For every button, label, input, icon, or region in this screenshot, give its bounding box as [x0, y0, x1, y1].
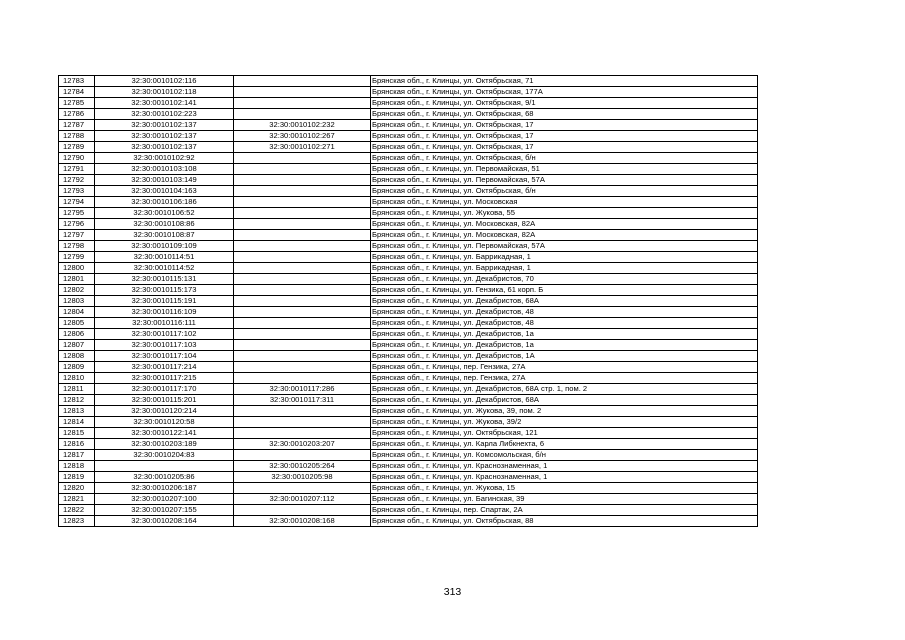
address-cell: Брянская обл., г. Клинцы, ул. Октябрьская, б/н — [371, 186, 758, 197]
related-cadastral-number-cell — [234, 219, 371, 230]
cadastral-number-cell — [95, 461, 234, 472]
cadastral-number-cell: 32:30:0010102:223 — [95, 109, 234, 120]
address-cell: Брянская обл., г. Клинцы, ул. Первомайская, 57А — [371, 175, 758, 186]
cadastral-number-cell: 32:30:0010114:51 — [95, 252, 234, 263]
row-number-cell: 12796 — [59, 219, 95, 230]
table-row — [59, 98, 758, 109]
row-number-cell: 12813 — [59, 406, 95, 417]
address-cell: Брянская обл., г. Клинцы, пер. Гензика, 27А — [371, 373, 758, 384]
cadastral-number-cell: 32:30:0010102:137 — [95, 131, 234, 142]
row-number-cell: 12800 — [59, 263, 95, 274]
table-row — [59, 505, 758, 516]
table-row — [59, 395, 758, 406]
address-cell: Брянская обл., г. Клинцы, ул. Октябрьская, 17 — [371, 142, 758, 153]
cadastral-number-cell: 32:30:0010109:109 — [95, 241, 234, 252]
table-row — [59, 164, 758, 175]
table-row — [59, 406, 758, 417]
row-number-cell: 12801 — [59, 274, 95, 285]
related-cadastral-number-cell — [234, 230, 371, 241]
row-number-cell: 12789 — [59, 142, 95, 153]
row-number-cell: 12805 — [59, 318, 95, 329]
address-cell: Брянская обл., г. Клинцы, ул. Декабристов, 68А стр. 1, пом. 2 — [371, 384, 758, 395]
address-cell: Брянская обл., г. Клинцы, ул. Жукова, 15 — [371, 483, 758, 494]
related-cadastral-number-cell: 32:30:0010205:264 — [234, 461, 371, 472]
row-number-cell: 12793 — [59, 186, 95, 197]
table-row — [59, 494, 758, 505]
row-number-cell: 12815 — [59, 428, 95, 439]
related-cadastral-number-cell — [234, 241, 371, 252]
related-cadastral-number-cell: 32:30:0010102:267 — [234, 131, 371, 142]
row-number-cell: 12817 — [59, 450, 95, 461]
address-cell: Брянская обл., г. Клинцы, ул. Карла Либкнехта, 6 — [371, 439, 758, 450]
table-row — [59, 76, 758, 87]
cadastral-number-cell: 32:30:0010115:191 — [95, 296, 234, 307]
address-cell: Брянская обл., г. Клинцы, ул. Декабристов, 1а — [371, 329, 758, 340]
cadastral-number-cell: 32:30:0010208:164 — [95, 516, 234, 527]
cadastral-number-cell: 32:30:0010120:214 — [95, 406, 234, 417]
row-number-cell: 12795 — [59, 208, 95, 219]
related-cadastral-number-cell — [234, 428, 371, 439]
cadastral-number-cell: 32:30:0010102:137 — [95, 120, 234, 131]
registry-table-body — [59, 76, 758, 527]
cadastral-number-cell: 32:30:0010103:149 — [95, 175, 234, 186]
page-number: 313 — [443, 586, 462, 598]
cadastral-number-cell: 32:30:0010205:86 — [95, 472, 234, 483]
row-number-cell: 12788 — [59, 131, 95, 142]
row-number-cell: 12810 — [59, 373, 95, 384]
row-number-cell: 12823 — [59, 516, 95, 527]
address-cell: Брянская обл., г. Клинцы, ул. Краснознаменная, 1 — [371, 472, 758, 483]
row-number-cell: 12822 — [59, 505, 95, 516]
address-cell: Брянская обл., г. Клинцы, ул. Жукова, 39/2 — [371, 417, 758, 428]
table-row — [59, 252, 758, 263]
table-row — [59, 208, 758, 219]
cadastral-number-cell: 32:30:0010103:108 — [95, 164, 234, 175]
related-cadastral-number-cell — [234, 329, 371, 340]
table-row — [59, 384, 758, 395]
address-cell: Брянская обл., г. Клинцы, ул. Октябрьская, б/н — [371, 153, 758, 164]
table-row — [59, 263, 758, 274]
cadastral-number-cell: 32:30:0010207:155 — [95, 505, 234, 516]
cadastral-number-cell: 32:30:0010204:83 — [95, 450, 234, 461]
related-cadastral-number-cell — [234, 175, 371, 186]
row-number-cell: 12797 — [59, 230, 95, 241]
address-cell: Брянская обл., г. Клинцы, ул. Декабристов, 70 — [371, 274, 758, 285]
table-row — [59, 307, 758, 318]
cadastral-number-cell: 32:30:0010116:109 — [95, 307, 234, 318]
row-number-cell: 12806 — [59, 329, 95, 340]
related-cadastral-number-cell — [234, 186, 371, 197]
cadastral-number-cell: 32:30:0010120:58 — [95, 417, 234, 428]
cadastral-number-cell: 32:30:0010117:104 — [95, 351, 234, 362]
address-cell: Брянская обл., г. Клинцы, ул. Декабристов, 68А — [371, 395, 758, 406]
table-row — [59, 340, 758, 351]
related-cadastral-number-cell — [234, 109, 371, 120]
address-cell: Брянская обл., г. Клинцы, ул. Декабристов, 68А — [371, 296, 758, 307]
row-number-cell: 12787 — [59, 120, 95, 131]
address-cell: Брянская обл., г. Клинцы, ул. Жукова, 55 — [371, 208, 758, 219]
related-cadastral-number-cell — [234, 164, 371, 175]
related-cadastral-number-cell — [234, 406, 371, 417]
table-row — [59, 87, 758, 98]
cadastral-number-cell: 32:30:0010108:87 — [95, 230, 234, 241]
related-cadastral-number-cell — [234, 340, 371, 351]
related-cadastral-number-cell — [234, 76, 371, 87]
cadastral-number-cell: 32:30:0010106:186 — [95, 197, 234, 208]
table-row — [59, 516, 758, 527]
table-row — [59, 450, 758, 461]
table-row — [59, 296, 758, 307]
address-cell: Брянская обл., г. Клинцы, ул. Октябрьская, 17 — [371, 131, 758, 142]
table-row — [59, 241, 758, 252]
address-cell: Брянская обл., г. Клинцы, ул. Октябрьская, 68 — [371, 109, 758, 120]
cadastral-number-cell: 32:30:0010117:170 — [95, 384, 234, 395]
table-row — [59, 461, 758, 472]
cadastral-number-cell: 32:30:0010102:118 — [95, 87, 234, 98]
cadastral-number-cell: 32:30:0010115:131 — [95, 274, 234, 285]
row-number-cell: 12794 — [59, 197, 95, 208]
related-cadastral-number-cell — [234, 483, 371, 494]
row-number-cell: 12821 — [59, 494, 95, 505]
address-cell: Брянская обл., г. Клинцы, ул. Баррикадная, 1 — [371, 252, 758, 263]
address-cell: Брянская обл., г. Клинцы, ул. Декабристов, 1а — [371, 340, 758, 351]
row-number-cell: 12816 — [59, 439, 95, 450]
address-cell: Брянская обл., г. Клинцы, ул. Жукова, 39, пом. 2 — [371, 406, 758, 417]
address-cell: Брянская обл., г. Клинцы, ул. Комсомольская, б/н — [371, 450, 758, 461]
address-cell: Брянская обл., г. Клинцы, ул. Краснознаменная, 1 — [371, 461, 758, 472]
related-cadastral-number-cell — [234, 505, 371, 516]
cadastral-number-cell: 32:30:0010117:214 — [95, 362, 234, 373]
table-row — [59, 472, 758, 483]
row-number-cell: 12783 — [59, 76, 95, 87]
row-number-cell: 12818 — [59, 461, 95, 472]
table-row — [59, 219, 758, 230]
table-row — [59, 109, 758, 120]
address-cell: Брянская обл., г. Клинцы, ул. Октябрьская, 177А — [371, 87, 758, 98]
related-cadastral-number-cell — [234, 450, 371, 461]
row-number-cell: 12786 — [59, 109, 95, 120]
row-number-cell: 12792 — [59, 175, 95, 186]
registry-table — [58, 75, 758, 527]
related-cadastral-number-cell — [234, 373, 371, 384]
row-number-cell: 12784 — [59, 87, 95, 98]
related-cadastral-number-cell — [234, 153, 371, 164]
table-row — [59, 285, 758, 296]
related-cadastral-number-cell: 32:30:0010117:286 — [234, 384, 371, 395]
table-row — [59, 351, 758, 362]
related-cadastral-number-cell — [234, 98, 371, 109]
table-row — [59, 230, 758, 241]
address-cell: Брянская обл., г. Клинцы, ул. Первомайская, 51 — [371, 164, 758, 175]
cadastral-number-cell: 32:30:0010104:163 — [95, 186, 234, 197]
cadastral-number-cell: 32:30:0010117:215 — [95, 373, 234, 384]
cadastral-number-cell: 32:30:0010115:201 — [95, 395, 234, 406]
address-cell: Брянская обл., г. Клинцы, ул. Баррикадная, 1 — [371, 263, 758, 274]
cadastral-number-cell: 32:30:0010122:141 — [95, 428, 234, 439]
cadastral-number-cell: 32:30:0010115:173 — [95, 285, 234, 296]
cadastral-number-cell: 32:30:0010117:103 — [95, 340, 234, 351]
table-row — [59, 483, 758, 494]
row-number-cell: 12802 — [59, 285, 95, 296]
cadastral-number-cell: 32:30:0010114:52 — [95, 263, 234, 274]
related-cadastral-number-cell — [234, 417, 371, 428]
address-cell: Брянская обл., г. Клинцы, ул. Московская — [371, 197, 758, 208]
row-number-cell: 12803 — [59, 296, 95, 307]
related-cadastral-number-cell — [234, 252, 371, 263]
table-row — [59, 274, 758, 285]
related-cadastral-number-cell: 32:30:0010102:232 — [234, 120, 371, 131]
table-row — [59, 120, 758, 131]
address-cell: Брянская обл., г. Клинцы, ул. Первомайская, 57А — [371, 241, 758, 252]
row-number-cell: 12808 — [59, 351, 95, 362]
row-number-cell: 12807 — [59, 340, 95, 351]
address-cell: Брянская обл., г. Клинцы, ул. Багинская, 39 — [371, 494, 758, 505]
table-row — [59, 197, 758, 208]
address-cell: Брянская обл., г. Клинцы, ул. Декабристов, 48 — [371, 307, 758, 318]
address-cell: Брянская обл., г. Клинцы, ул. Октябрьская, 88 — [371, 516, 758, 527]
related-cadastral-number-cell — [234, 307, 371, 318]
related-cadastral-number-cell — [234, 197, 371, 208]
related-cadastral-number-cell: 32:30:0010207:112 — [234, 494, 371, 505]
related-cadastral-number-cell: 32:30:0010203:207 — [234, 439, 371, 450]
related-cadastral-number-cell: 32:30:0010102:271 — [234, 142, 371, 153]
cadastral-number-cell: 32:30:0010102:141 — [95, 98, 234, 109]
related-cadastral-number-cell: 32:30:0010208:168 — [234, 516, 371, 527]
address-cell: Брянская обл., г. Клинцы, ул. Октябрьская, 121 — [371, 428, 758, 439]
table-row — [59, 417, 758, 428]
table-row — [59, 362, 758, 373]
table-row — [59, 318, 758, 329]
table-row — [59, 142, 758, 153]
cadastral-number-cell: 32:30:0010207:100 — [95, 494, 234, 505]
row-number-cell: 12804 — [59, 307, 95, 318]
cadastral-number-cell: 32:30:0010108:86 — [95, 219, 234, 230]
cadastral-number-cell: 32:30:0010102:92 — [95, 153, 234, 164]
row-number-cell: 12820 — [59, 483, 95, 494]
row-number-cell: 12809 — [59, 362, 95, 373]
related-cadastral-number-cell — [234, 87, 371, 98]
table-row — [59, 131, 758, 142]
address-cell: Брянская обл., г. Клинцы, пер. Гензика, 27А — [371, 362, 758, 373]
address-cell: Брянская обл., г. Клинцы, ул. Московская, 82А — [371, 219, 758, 230]
cadastral-number-cell: 32:30:0010102:116 — [95, 76, 234, 87]
related-cadastral-number-cell — [234, 296, 371, 307]
row-number-cell: 12790 — [59, 153, 95, 164]
related-cadastral-number-cell: 32:30:0010117:311 — [234, 395, 371, 406]
related-cadastral-number-cell — [234, 285, 371, 296]
related-cadastral-number-cell: 32:30:0010205:98 — [234, 472, 371, 483]
table-row — [59, 329, 758, 340]
table-row — [59, 373, 758, 384]
address-cell: Брянская обл., г. Клинцы, ул. Октябрьская, 17 — [371, 120, 758, 131]
address-cell: Брянская обл., г. Клинцы, пер. Спартак, 2А — [371, 505, 758, 516]
row-number-cell: 12811 — [59, 384, 95, 395]
cadastral-number-cell: 32:30:0010117:102 — [95, 329, 234, 340]
address-cell: Брянская обл., г. Клинцы, ул. Московская, 82А — [371, 230, 758, 241]
row-number-cell: 12798 — [59, 241, 95, 252]
row-number-cell: 12812 — [59, 395, 95, 406]
related-cadastral-number-cell — [234, 318, 371, 329]
table-row — [59, 439, 758, 450]
cadastral-number-cell: 32:30:0010203:189 — [95, 439, 234, 450]
cadastral-number-cell: 32:30:0010106:52 — [95, 208, 234, 219]
table-row — [59, 153, 758, 164]
table-row — [59, 186, 758, 197]
address-cell: Брянская обл., г. Клинцы, ул. Октябрьская, 71 — [371, 76, 758, 87]
related-cadastral-number-cell — [234, 351, 371, 362]
table-row — [59, 175, 758, 186]
cadastral-number-cell: 32:30:0010206:187 — [95, 483, 234, 494]
address-cell: Брянская обл., г. Клинцы, ул. Декабристов, 1А — [371, 351, 758, 362]
related-cadastral-number-cell — [234, 208, 371, 219]
address-cell: Брянская обл., г. Клинцы, ул. Октябрьская, 9/1 — [371, 98, 758, 109]
row-number-cell: 12799 — [59, 252, 95, 263]
related-cadastral-number-cell — [234, 263, 371, 274]
cadastral-number-cell: 32:30:0010116:111 — [95, 318, 234, 329]
cadastral-number-cell: 32:30:0010102:137 — [95, 142, 234, 153]
row-number-cell: 12819 — [59, 472, 95, 483]
related-cadastral-number-cell — [234, 362, 371, 373]
address-cell: Брянская обл., г. Клинцы, ул. Декабристов, 48 — [371, 318, 758, 329]
related-cadastral-number-cell — [234, 274, 371, 285]
row-number-cell: 12791 — [59, 164, 95, 175]
table-row — [59, 428, 758, 439]
address-cell: Брянская обл., г. Клинцы, ул. Гензика, 61 корп. Б — [371, 285, 758, 296]
row-number-cell: 12814 — [59, 417, 95, 428]
row-number-cell: 12785 — [59, 98, 95, 109]
